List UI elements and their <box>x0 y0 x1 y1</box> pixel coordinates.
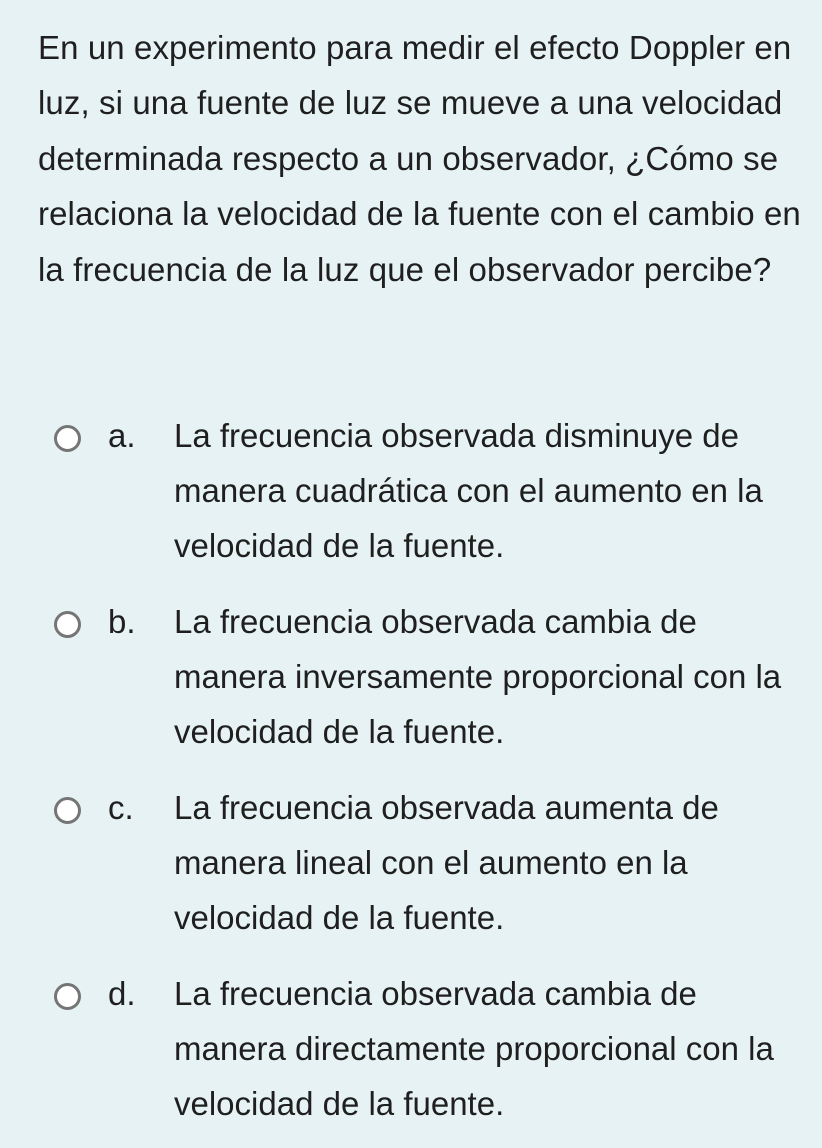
radio-button-d[interactable] <box>54 983 81 1010</box>
option-text-b: La frecuencia observada cambia de manera inversamente proporcional con la velocidad de la fuente. <box>174 603 782 750</box>
option-c[interactable] <box>0 775 822 961</box>
option-text-d: La frecuencia observada cambia de manera directamente proporcional con la velocidad de la fuente. <box>174 975 774 1122</box>
option-text-a: La frecuencia observada disminuye de manera cuadrática con el aumento en la velocidad de la fuente. <box>174 417 763 564</box>
radio-button-a[interactable] <box>54 425 81 452</box>
option-a[interactable] <box>0 403 822 589</box>
option-letter-c: c. <box>108 789 134 826</box>
answer-options <box>0 403 822 1147</box>
option-b[interactable] <box>0 589 822 775</box>
option-letter-a: a. <box>108 417 136 454</box>
radio-button-b[interactable] <box>54 611 81 638</box>
radio-button-c[interactable] <box>54 797 81 824</box>
option-d[interactable] <box>0 961 822 1147</box>
option-letter-b: b. <box>108 603 136 640</box>
option-letter-d: d. <box>108 975 136 1012</box>
question-text: En un experimento para medir el efecto Doppler en luz, si una fuente de luz se mueve a una velocidad determinada respecto a un observador, ¿Cómo se relaciona la velocidad de la fuente con el cambio en la frecuencia de la luz que el observador percibe? <box>38 29 801 288</box>
option-text-c: La frecuencia observada aumenta de manera lineal con el aumento en la velocidad de la fuente. <box>174 789 719 936</box>
